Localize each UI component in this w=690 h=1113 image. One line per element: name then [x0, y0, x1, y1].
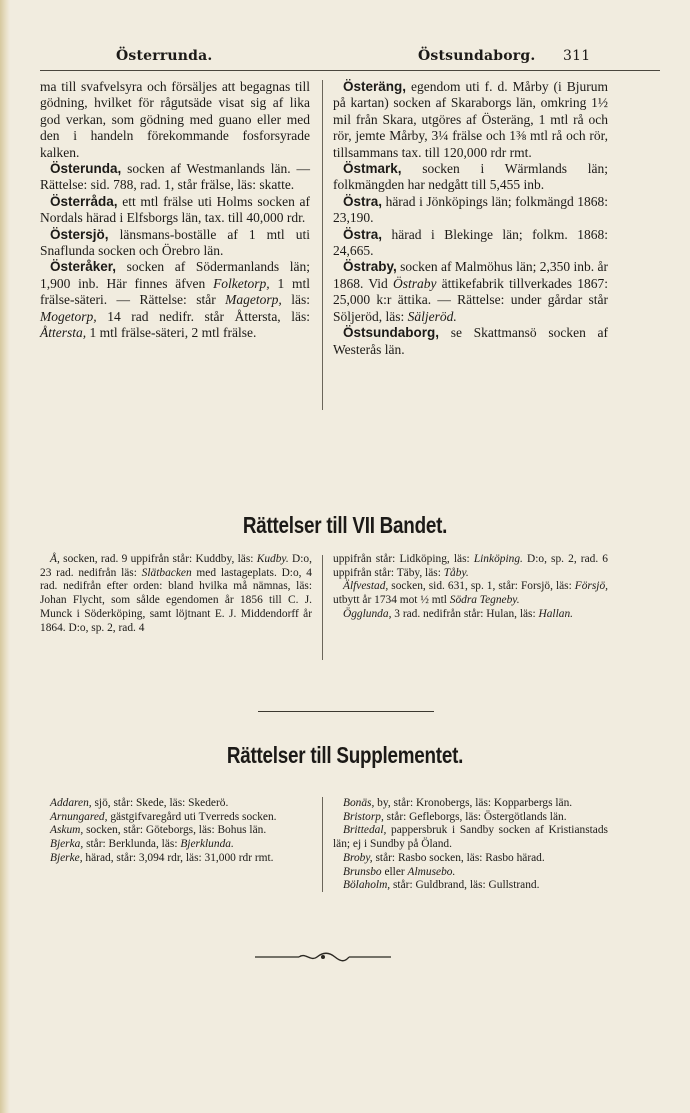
entry-continuation: ma till svafvelsyra och försäljes att begagnas till gödning, hvilket för rågutsäde visat sig af lika god verkan, som gödning med guano eller med den i handeln förekommande fosforsyrade kalken.	[40, 79, 310, 160]
main-column-left	[40, 79, 310, 342]
correction-entry: Bölaholm, står: Guldbrand, läs: Gullstrand.	[343, 879, 540, 892]
entry: Östra, härad i Jönköpings län; folkmängd 1868: 23,190.	[333, 193, 608, 226]
correction-entry: Bjerke, härad, står: 3,094 rdr, läs: 31,000 rdr rmt.	[50, 851, 274, 864]
correction-entry: Å, socken, rad. 9 uppifrån står: Kuddby, läs: Kudby. D:o, 23 rad. nedifrån läs: Slätbacken med lastageplats. D:o, 4 rad. nedifrån efter orden: bland hvilka må nämnas, läs: Johan Flycht, som sålde egendomen år 1856 till C. J. Munck i Söderköping, samt löjtnant E. J. Middendorff år 1864. D:o, sp. 2, rad. 4	[40, 553, 312, 634]
section-title-supplement: Rättelser till Supplementet.	[226, 742, 464, 768]
correction-entry: Brunsbo eller Almusebo.	[343, 865, 456, 878]
entry-headword: Östra,	[343, 226, 383, 242]
corrections-supplement-right	[333, 797, 608, 893]
column-divider	[322, 555, 323, 660]
entry-headword: Österäng,	[343, 79, 407, 94]
main-column-right	[333, 79, 608, 358]
entry: Östmark, socken i Wärmlands län; folkmängden har nedgått till 5,455 inb.	[333, 161, 608, 193]
entry-headword: Östmark,	[343, 161, 402, 177]
entry: Östsundaborg, se Skattmansö socken af Westerås län.	[333, 325, 608, 357]
column-divider	[322, 80, 323, 410]
correction-entry: Askum, socken, står: Göteborgs, läs: Bohus län.	[50, 824, 267, 837]
page-number: 311	[563, 48, 591, 64]
column-divider	[322, 797, 323, 892]
page-binding-edge	[0, 0, 10, 1113]
entry-headword: Österråda,	[50, 193, 118, 209]
corrections-vii-right	[333, 553, 608, 622]
entry: Österråda, ett mtl frälse uti Holms socken af Nordals härad i Elfsborgs län, tax. till 40,000 rdr.	[40, 193, 310, 226]
running-header-left: Österrunda.	[116, 48, 213, 64]
entry: Österäng, egendom uti f. d. Mårby (i Bjurum på kartan) socken af Skaraborgs län, omkring 1½ mil från Skara, utgöres af Österäng, 1 mtl rå och rör, jemte Mårby, 3¼ frälse och 1⅜ mtl rå och rör, tillsammans tax. till 120,000 rdr rmt.	[333, 79, 608, 160]
correction-entry: Älfvestad, socken, sid. 631, sp. 1, står: Forsjö, läs: Försjö, utbytt år 1734 mot ½ mtl Södra Tegneby.	[333, 580, 608, 607]
correction-entry: Brittedal, pappersbruk i Sandby socken af Kristianstads län; ej i Sundby på Öland.	[333, 824, 608, 851]
section-separator-rule	[258, 711, 434, 712]
entry: Östraby, socken af Malmöhus län; 2,350 inb. år 1868. Vid Östraby ättikefabrik tillverkades 1867: 25,000 k:r ättika. — Rättelse: under gårdar står Söljeröd, läs: Säljeröd.	[333, 259, 608, 324]
ornament-flourish	[255, 950, 391, 964]
correction-entry: Bjerka, står: Berklunda, läs: Bjerklunda.	[50, 838, 234, 851]
correction-entry: Ögglunda, 3 rad. nedifrån står: Hulan, läs: Hallan.	[343, 607, 574, 620]
correction-entry: Addaren, sjö, står: Skede, läs: Skederö.	[50, 797, 229, 809]
running-header-center: Östsundaborg.	[418, 48, 536, 64]
section-title-band-vii: Rättelser till VII Bandet.	[242, 512, 448, 538]
entry: Östra, härad i Blekinge län; folkm. 1868: 24,665.	[333, 226, 608, 259]
correction-entry: uppifrån står: Lidköping, läs: Linköping. D:o, sp. 2, rad. 6 uppifrån står: Täby, läs: Tåby.	[333, 553, 608, 579]
entry: Östersjö, länsmans-boställe af 1 mtl uti Snaflunda socken och Örebro län.	[40, 226, 310, 259]
correction-entry: Bonäs, by, står: Kronobergs, läs: Kopparbergs län.	[343, 797, 573, 809]
entry-headword: Östersjö,	[50, 226, 109, 242]
entry: Österåker, socken af Södermanlands län; 1,900 inb. Här finnes äfven Folketorp, 1 mtl frälse-säteri. — Rättelse: står Magetorp, läs: Mogetorp, 14 rad nedifr. står Åttersta, läs: Åttersta, 1 mtl frälse-säteri, 2 mtl frälse.	[40, 259, 310, 341]
entry-headword: Österåker,	[50, 259, 117, 275]
correction-entry: Broby, står: Rasbo socken, läs: Rasbo härad.	[343, 851, 545, 864]
correction-entry: Arnungared, gästgifvaregård uti Tverreds socken.	[50, 810, 277, 823]
header-rule	[40, 70, 660, 71]
entry-headword: Österunda,	[50, 161, 122, 177]
corrections-supplement-left	[40, 797, 312, 866]
entry-headword: Östraby,	[343, 259, 397, 275]
entry-headword: Östra,	[343, 193, 383, 209]
entry: Österunda, socken af Westmanlands län. — Rättelse: sid. 788, rad. 1, står frälse, läs: skatte.	[40, 161, 310, 193]
entry-headword: Östsundaborg,	[343, 325, 440, 341]
correction-entry: Bristorp, står: Gefleborgs, läs: Östergötlands län.	[343, 810, 567, 823]
corrections-vii-left	[40, 553, 312, 635]
